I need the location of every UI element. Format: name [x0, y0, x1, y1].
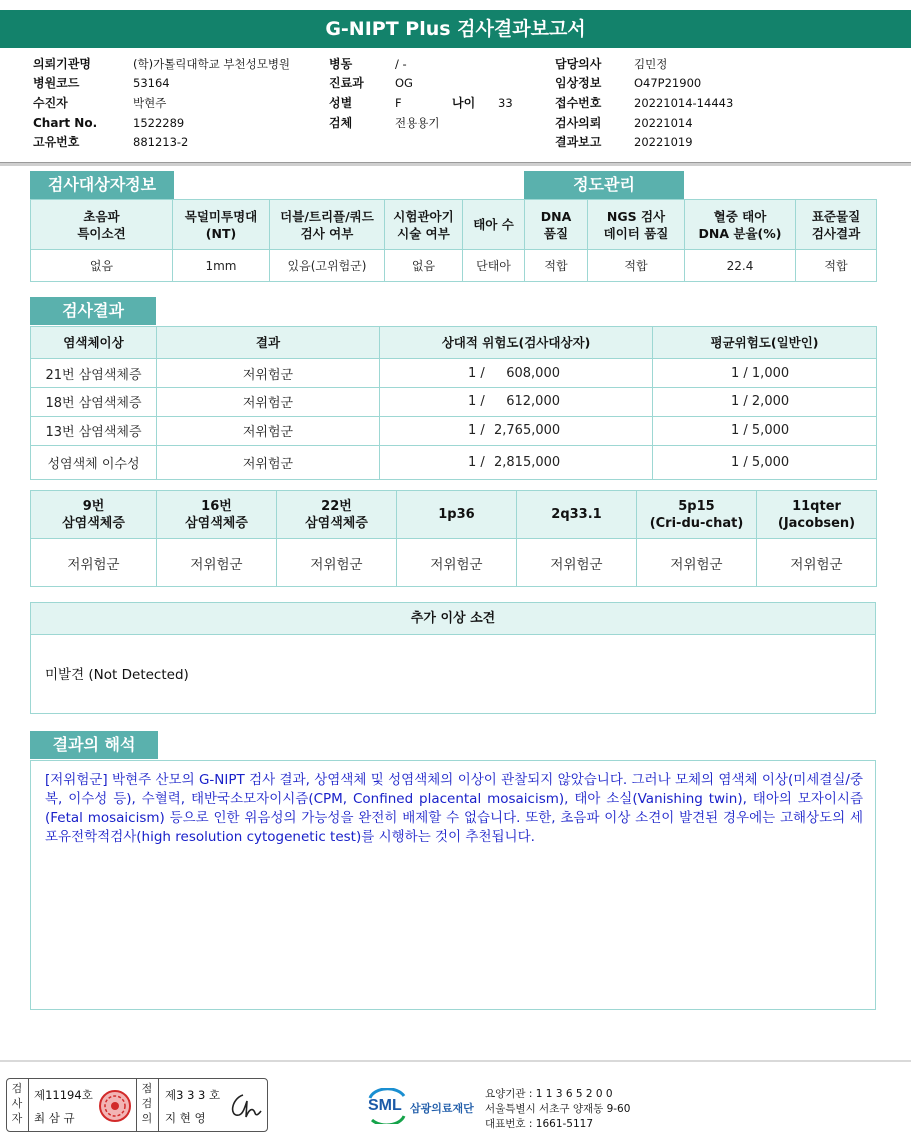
results-header-relative-risk: 상대적 위험도(검사대상자)	[380, 327, 653, 359]
age-label: 나이	[452, 96, 476, 110]
extra-test-value: 저위험군	[757, 539, 877, 587]
info-value: 20221014	[634, 116, 693, 130]
subject-value: 단태아	[463, 250, 525, 282]
result-value: 저위험군	[157, 388, 380, 416]
average-risk: 1 / 5,000	[653, 416, 877, 445]
org-name: 삼광의료재단	[410, 1102, 474, 1115]
inspector-license: 제11194호	[34, 1088, 93, 1102]
additional-findings-title: 추가 이상 소견	[31, 603, 875, 635]
relative-risk-prefix: 1 /	[468, 423, 485, 439]
result-value: 저위험군	[157, 359, 380, 388]
table-row	[31, 359, 877, 388]
info-label: 수진자	[33, 96, 68, 110]
qc-tab: 정도관리	[524, 171, 684, 199]
info-value: F	[395, 96, 402, 110]
extra-test-header: 2q33.1	[517, 491, 637, 539]
inspector-seal-icon	[98, 1089, 132, 1123]
signature-box	[6, 1078, 268, 1132]
info-value: / -	[395, 57, 407, 71]
inspector-label: 검 사 자	[11, 1082, 23, 1125]
chromosome-name: 18번 삼염색체증	[31, 388, 157, 416]
info-value: (학)가톨릭대학교 부천성모병원	[133, 57, 291, 71]
relative-risk-prefix: 1 /	[468, 394, 485, 410]
results-header-average-risk: 평균위험도(일반인)	[653, 327, 877, 359]
info-label: 담당의사	[555, 57, 602, 71]
info-value: 20221019	[634, 135, 693, 149]
org-phone: 대표번호 : 1661-5117	[485, 1118, 594, 1130]
extra-test-value: 저위험군	[637, 539, 757, 587]
subject-header: 시험관아기 시술 여부	[385, 200, 463, 250]
extra-test-header: 22번 삼염색체증	[277, 491, 397, 539]
relative-risk	[380, 359, 653, 388]
info-value: 53164	[133, 76, 170, 90]
info-value: OG	[395, 76, 413, 90]
additional-findings-value: 미발견 (Not Detected)	[45, 667, 189, 683]
chromosome-name: 13번 삼염색체증	[31, 416, 157, 445]
subject-header: 표준물질 검사결과	[796, 200, 877, 250]
extra-test-header: 9번 삼염색체증	[31, 491, 157, 539]
info-label: 진료과	[329, 76, 364, 90]
org-address: 서울특별시 서초구 양재동 9-60	[485, 1103, 631, 1115]
extra-test-header: 5p15 (Cri-du-chat)	[637, 491, 757, 539]
info-label: 병동	[329, 57, 353, 71]
chromosome-name: 21번 삼염색체증	[31, 359, 157, 388]
info-label: Chart No.	[33, 116, 98, 130]
subject-info-tab: 검사대상자정보	[30, 171, 174, 199]
info-label: 검체	[329, 116, 353, 130]
reviewer-license: 제3 3 3 호	[165, 1088, 221, 1102]
result-value: 저위험군	[157, 416, 380, 445]
relative-risk	[380, 388, 653, 416]
subject-value: 있음(고위험군)	[270, 250, 385, 282]
subject-header: 목덜미투명대 (NT)	[173, 200, 270, 250]
average-risk: 1 / 1,000	[653, 359, 877, 388]
info-value: 김민정	[634, 57, 668, 71]
extra-test-value: 저위험군	[277, 539, 397, 587]
org-code: 요양기관 : 1 1 3 6 5 2 0 0	[485, 1088, 613, 1100]
extra-test-value: 저위험군	[31, 539, 157, 587]
subject-header: 태아 수	[463, 200, 525, 250]
info-value: 881213-2	[133, 135, 189, 149]
chromosome-name: 성염색체 이수성	[31, 445, 157, 479]
relative-risk-value: 2,765,000	[494, 423, 561, 439]
result-value: 저위험군	[157, 445, 380, 479]
subject-header: 초음파 특이소견	[31, 200, 173, 250]
info-value: O47P21900	[634, 76, 702, 90]
extra-test-header: 1p36	[397, 491, 517, 539]
relative-risk	[380, 416, 653, 445]
relative-risk-value: 2,815,000	[494, 454, 561, 470]
results-table	[30, 326, 877, 480]
info-label: 접수번호	[555, 96, 602, 110]
subject-value: 1mm	[173, 250, 270, 282]
inspector-name: 최 삼 규	[34, 1111, 75, 1125]
report-title: G-NIPT Plus 검사결과보고서	[0, 10, 911, 48]
reviewer-name: 지 현 영	[165, 1111, 206, 1125]
extra-tests-table	[30, 490, 877, 587]
subject-header: DNA 품질	[525, 200, 588, 250]
patient-info	[0, 55, 911, 155]
average-risk: 1 / 2,000	[653, 388, 877, 416]
subject-header: 혈중 태아 DNA 분율(%)	[685, 200, 796, 250]
interpretation-tab: 결과의 해석	[30, 731, 158, 759]
results-header-result: 결과	[157, 327, 380, 359]
interpretation-text: [저위험군] 박현주 산모의 G-NIPT 검사 결과, 상염색체 및 성염색체의 이상이 관찰되지 않았습니다. 그러나 모체의 염색체 이상(미세결실/중복, 이수성 등), 수혈력, 태반국소모자이시즘(CPM, Confined placental mosaicism), 태아 소실(Vanishing twin), 태아의 모자이시즘(Fetal mosaicism) 등으로 인한 위음성의 가능성을 완전히 배제할 수 없습니다. 또한, 초음파 이상 소견이 발견된 경우에는 고해상도의 세포유전학적검사(high resolution cytogenetic test)를 시행하는 것이 추천됩니다.	[30, 760, 876, 1010]
relative-risk-value: 612,000	[506, 394, 560, 410]
relative-risk-prefix: 1 /	[468, 454, 485, 470]
table-row	[31, 445, 877, 479]
info-label: 의뢰기관명	[33, 57, 91, 71]
additional-findings	[30, 602, 876, 714]
relative-risk	[380, 445, 653, 479]
subject-value: 없음	[31, 250, 173, 282]
info-label: 성별	[329, 96, 353, 110]
age-value: 33	[498, 96, 513, 110]
info-value: 박현주	[133, 96, 167, 110]
extra-test-header: 11qter (Jacobsen)	[757, 491, 877, 539]
info-label: 결과보고	[555, 135, 602, 149]
info-label: 고유번호	[33, 135, 80, 149]
results-header-chromosome: 염색체이상	[31, 327, 157, 359]
subject-header: 더블/트리플/쿼드 검사 여부	[270, 200, 385, 250]
info-value: 20221014-14443	[634, 96, 734, 110]
extra-test-value: 저위험군	[397, 539, 517, 587]
relative-risk-value: 608,000	[506, 365, 560, 381]
org-info	[485, 1087, 630, 1132]
extra-test-value: 저위험군	[517, 539, 637, 587]
subject-header: NGS 검사 데이터 품질	[588, 200, 685, 250]
subject-value: 없음	[385, 250, 463, 282]
table-row	[31, 416, 877, 445]
subject-value: 적합	[525, 250, 588, 282]
subject-value: 적합	[588, 250, 685, 282]
average-risk: 1 / 5,000	[653, 445, 877, 479]
reviewer-signature-icon	[225, 1089, 265, 1123]
results-tab: 검사결과	[30, 297, 156, 325]
info-label: 임상정보	[555, 76, 602, 90]
extra-test-value: 저위험군	[157, 539, 277, 587]
info-value: 전용용기	[395, 116, 440, 130]
reviewer-label: 점 검 의	[141, 1082, 153, 1125]
subject-table	[30, 199, 877, 282]
sml-logo-text: SML	[368, 1097, 402, 1114]
info-value: 1522289	[133, 116, 185, 130]
table-row	[31, 388, 877, 416]
relative-risk-prefix: 1 /	[468, 365, 485, 381]
subject-value: 22.4	[685, 250, 796, 282]
extra-test-header: 16번 삼염색체증	[157, 491, 277, 539]
info-label: 검사의뢰	[555, 116, 602, 130]
subject-value: 적합	[796, 250, 877, 282]
info-label: 병원코드	[33, 76, 80, 90]
